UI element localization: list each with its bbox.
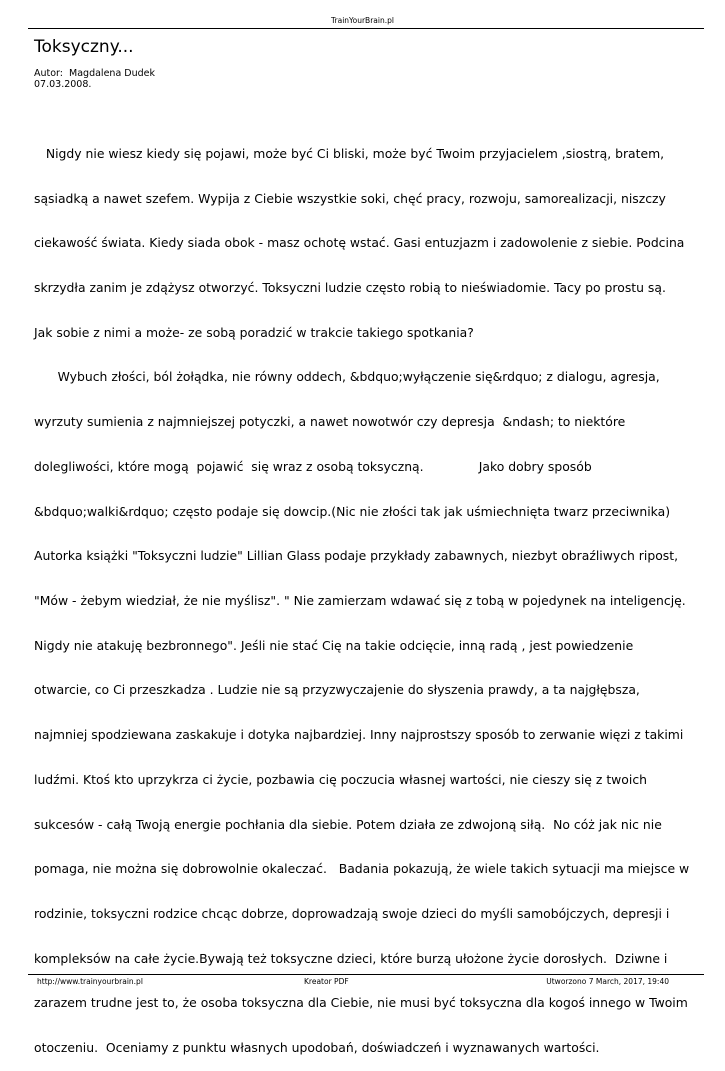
footer-url-link[interactable]: http://www.trainyourbrain.pl <box>37 977 143 986</box>
footer-created-date: Utworzono 7 March, 2017, 19:40 <box>546 977 669 986</box>
body-line: ciekawość świata. Kiedy siada obok - masz ochotę wstać. Gasi entuzjazm i zadowolenie z siebie. Podcina <box>34 235 685 251</box>
body-line: Nigdy nie wiesz kiedy się pojawi, może być Ci bliski, może być Twoim przyjacielem ,siostrą, bratem, <box>34 145 665 161</box>
body-line: najmniej spodziewana zaskakuje i dotyka najbardziej. Inny najprostszy sposób to zerwanie więzi z takimi <box>34 727 684 743</box>
body-line: kompleksów na całe życie.Bywają też toksyczne dzieci, które burzą ułożone życie dorosłych. Dziwne i <box>34 950 668 966</box>
body-line: Autorka książki "Toksyczni ludzie" Lillian Glass podaje przykłady zabawnych, niezbyt obraźliwych ripost, <box>34 548 679 564</box>
footer-divider <box>28 974 704 975</box>
body-line: sukcesów - całą Twoją energie pochłania dla siebie. Potem działa ze zdwojoną siłą. No cóż jak nic nie <box>34 816 662 832</box>
body-line: "Mów - żebym wiedział, że nie myślisz". " Nie zamierzam wdawać się z tobą w pojedynek na inteligencję. <box>34 593 686 608</box>
body-line: zarazem trudne jest to, że osoba toksyczna dla Ciebie, nie musi być toksyczna dla kogoś innego w Twoim <box>34 995 688 1011</box>
article-title: Toksyczny... <box>34 37 134 57</box>
body-line: sąsiadką a nawet szefem. Wypija z Ciebie wszystkie soki, chęć pracy, rozwoju, samorealizacji, niszczy <box>34 190 666 206</box>
body-line: Jak sobie z nimi a może- ze sobą poradzić w trakcie takiego spotkania? <box>34 324 474 340</box>
publish-date: 07.03.2008. <box>34 79 92 90</box>
site-header: TrainYourBrain.pl <box>331 16 394 25</box>
body-line: rodzinie, toksyczni rodzice chcąc dobrze, doprowadzają swoje dzieci do myśli samobójczych, depresji i <box>34 906 670 922</box>
body-line: Nigdy nie atakuję bezbronnego". Jeśli nie stać Cię na takie odcięcie, inną radą , jest powiedzenie <box>34 637 634 653</box>
body-line: otwarcie, co Ci przeszkadza . Ludzie nie są przyzwyczajenie do słyszenia prawdy, a ta najgłębsza, <box>34 682 640 698</box>
body-line: otoczeniu. Oceniamy z punktu własnych upodobań, doświadczeń i wyznawanych wartości. <box>34 1040 600 1056</box>
article-body <box>34 117 689 1071</box>
body-line: skrzydła zanim je zdążysz otworzyć. Toksyczni ludzie często robią to nieświadomie. Tacy po prostu są. <box>34 279 666 295</box>
author-line: Autor: Magdalena Dudek <box>34 68 155 79</box>
body-line: &bdquo;walki&rdquo; często podaje się dowcip.(Nic nie złości tak jak uśmiechnięta twarz przeciwnika) <box>34 503 671 519</box>
body-line: pomaga, nie można się dobrowolnie okaleczać. Badania pokazują, że wiele takich sytuacji ma miejsce w <box>34 861 690 877</box>
article-meta <box>34 68 155 90</box>
body-line: Wybuch złości, ból żołądka, nie równy oddech, &bdquo;wyłączenie się&rdquo; z dialogu, agresja, <box>34 369 660 385</box>
body-line: dolegliwości, które mogą pojawić się wraz z osobą toksyczną. Jako dobry sposób <box>34 458 592 474</box>
header-divider <box>28 28 704 29</box>
body-line: wyrzuty sumienia z najmniejszej potyczki, a nawet nowotwór czy depresja &ndash; to niektóre <box>34 414 626 430</box>
body-line: ludźmi. Ktoś kto uprzykrza ci życie, pozbawia cię poczucia własnej wartości, nie cieszy się z twoich <box>34 771 647 787</box>
footer-generator: Kreator PDF <box>304 977 349 986</box>
